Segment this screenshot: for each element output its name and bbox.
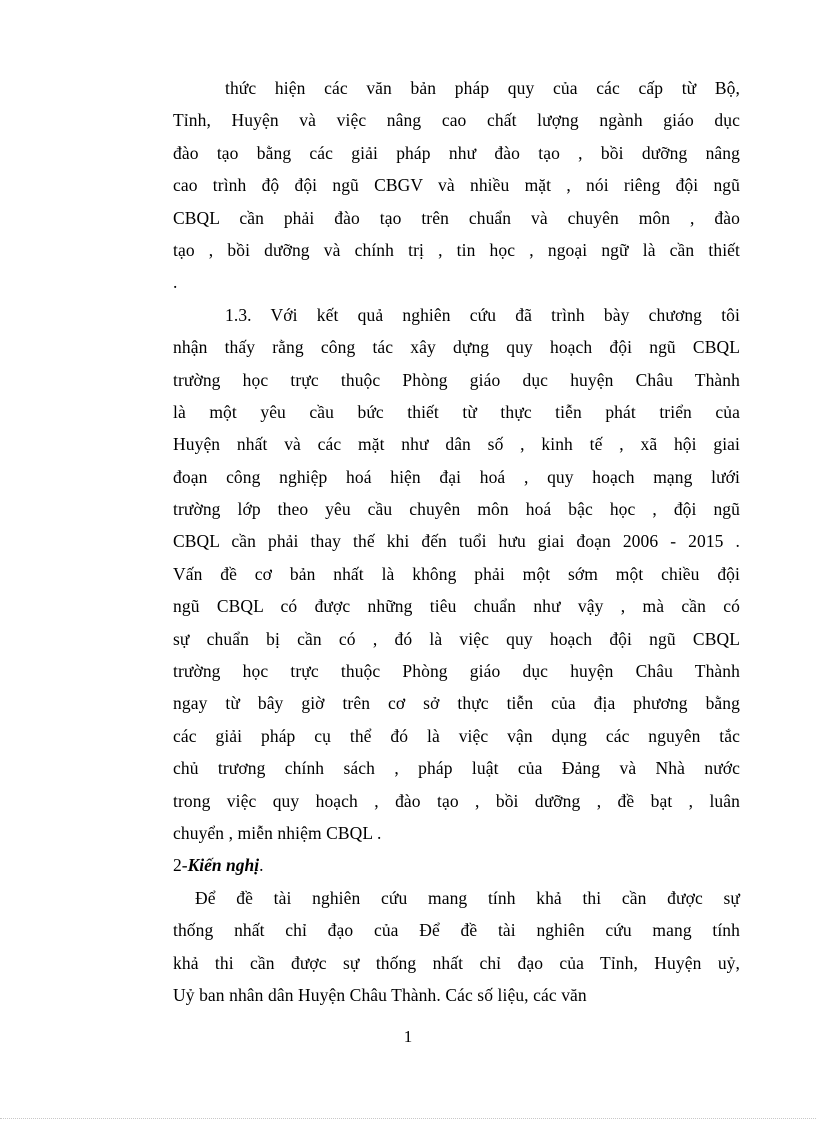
- text-line: khả thi cần được sự thống nhất chỉ đạo của Tỉnh, Huyện uỷ,: [173, 952, 740, 973]
- text-line: Vấn đề cơ bản nhất là không phải một sớm một chiều đội: [173, 563, 740, 584]
- text-line: thống nhất chỉ đạo của Để đề tài nghiên cứu mang tính: [173, 920, 740, 941]
- text-line: sự chuẩn bị cần có , đó là việc quy hoạch đội ngũ CBQL: [173, 628, 740, 649]
- text-line: là một yêu cầu bức thiết từ thực tiễn phát triển của: [173, 401, 740, 422]
- text-line: chuyển , miễn nhiệm CBQL .: [173, 822, 382, 843]
- paragraph-conclusion-1-3: [173, 299, 740, 850]
- text-line: đào tạo bằng các giải pháp như đào tạo , bồi dưỡng nâng: [173, 142, 740, 163]
- text-line: trong việc quy hoạch , đào tạo , bồi dưỡng , đề bạt , luân: [173, 790, 740, 811]
- text-line: nhận thấy rằng công tác xây dựng quy hoạch đội ngũ CBQL: [173, 337, 740, 358]
- text-line: trường lớp theo yêu cầu chuyên môn hoá bậc học , đội ngũ: [173, 499, 740, 520]
- text-line: cao trình độ đội ngũ CBGV và nhiều mặt , nói riêng đội ngũ: [173, 175, 740, 196]
- page-edge-divider: [0, 1118, 816, 1119]
- text-line: thức hiện các văn bản pháp quy của các cấp từ Bộ,: [225, 78, 740, 98]
- section-heading: [173, 849, 740, 881]
- text-line: trường học trực thuộc Phòng giáo dục huyện Châu Thành: [173, 661, 740, 682]
- paragraph-recommendation: [173, 882, 740, 1012]
- text-line: tạo , bồi dưỡng và chính trị , tin học , ngoại ngữ là cần thiết: [173, 239, 740, 260]
- text-line: trường học trực thuộc Phòng giáo dục huyện Châu Thành: [173, 369, 740, 390]
- text-line: ngũ CBQL có được những tiêu chuẩn như vậy , mà cần có: [173, 596, 740, 617]
- text-line: đoạn công nghiệp hoá hiện đại hoá , quy hoạch mạng lưới: [173, 466, 740, 487]
- text-line: CBQL cần phải đào tạo trên chuẩn và chuyên môn , đào: [173, 207, 740, 228]
- text-line: các giải pháp cụ thể đó là việc vận dụng các nguyên tắc: [173, 725, 740, 746]
- paragraph-continuation: [173, 72, 740, 299]
- section-suffix: .: [259, 855, 264, 876]
- page-number: 1: [403, 1027, 413, 1046]
- text-line: Để đề tài nghiên cứu mang tính khả thi cần được sự: [195, 887, 740, 908]
- text-line: CBQL cần phải thay thế khi đến tuổi hưu giai đoạn 2006 - 2015 .: [173, 531, 740, 552]
- section-title: Kiến nghị: [187, 855, 260, 876]
- section-number: 2-: [173, 855, 188, 876]
- text-line: Tỉnh, Huyện và việc nâng cao chất lượng ngành giáo dục: [173, 110, 740, 131]
- text-line: .: [173, 272, 178, 293]
- text-line: ngay từ bây giờ trên cơ sở thực tiễn của địa phương bằng: [173, 693, 740, 714]
- body-text: [173, 72, 740, 1011]
- text-line: chủ trương chính sách , pháp luật của Đảng và Nhà nước: [173, 758, 740, 779]
- text-line: Uỷ ban nhân dân Huyện Châu Thành. Các số liệu, các văn: [173, 984, 587, 1005]
- text-line: Huyện nhất và các mặt như dân số , kinh tế , xã hội giai: [173, 434, 740, 455]
- text-line: 1.3. Với kết quả nghiên cứu đã trình bày chương tôi: [225, 304, 740, 325]
